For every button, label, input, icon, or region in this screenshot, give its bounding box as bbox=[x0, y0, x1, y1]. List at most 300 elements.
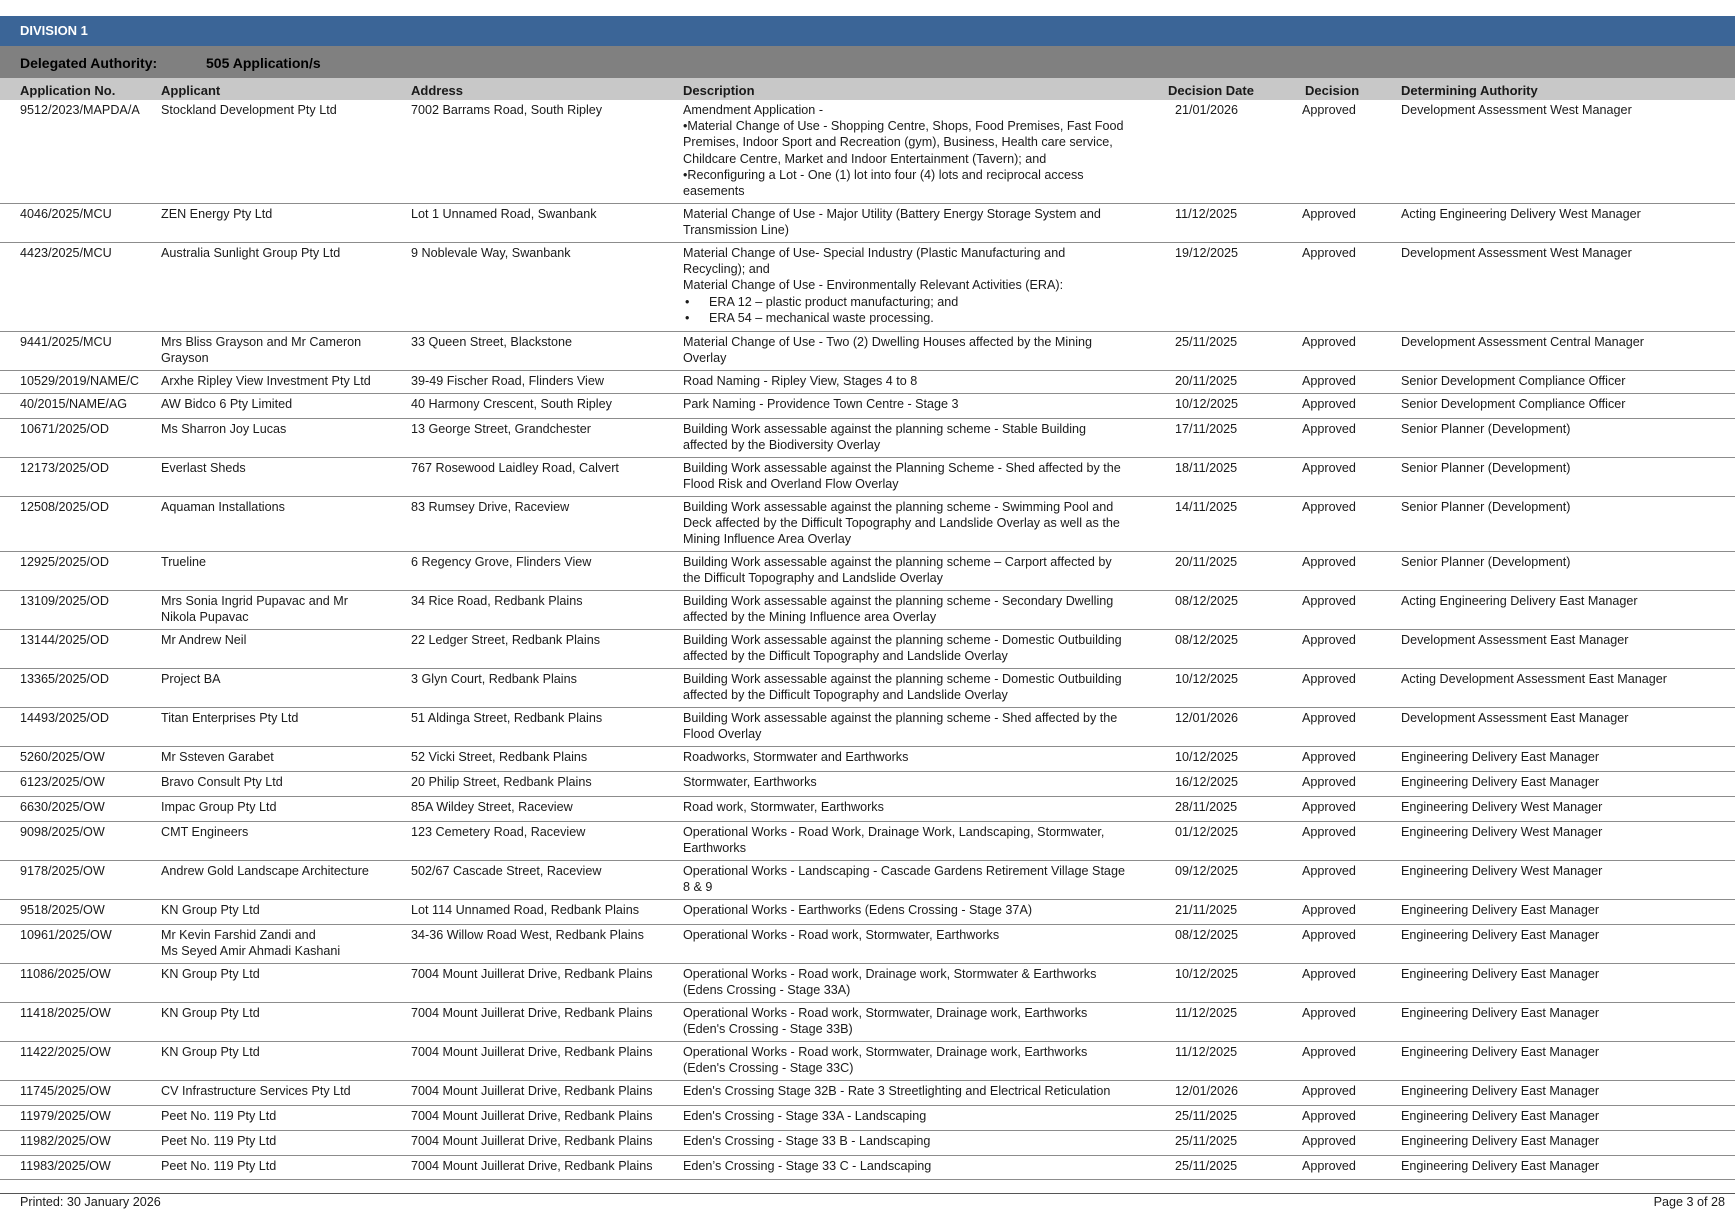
application-number: 9178/2025/OW bbox=[20, 864, 105, 878]
description-line: easements bbox=[683, 184, 745, 199]
application-number: 12508/2025/OD bbox=[20, 500, 109, 514]
decision: Approved bbox=[1302, 1084, 1356, 1098]
applicant bbox=[161, 749, 406, 765]
application-number: 11422/2025/OW bbox=[20, 1045, 111, 1059]
application-number: 9518/2025/OW bbox=[20, 903, 105, 917]
applicant bbox=[161, 774, 406, 790]
printed-date: Printed: 30 January 2026 bbox=[20, 1195, 161, 1209]
decision-date: 12/01/2026 bbox=[1175, 1084, 1239, 1098]
description-line: Flood Overlay bbox=[683, 727, 762, 742]
applicant-line: KN Group Pty Ltd bbox=[161, 967, 260, 981]
address: 39-49 Fischer Road, Flinders View bbox=[411, 374, 604, 388]
table-row bbox=[0, 822, 1735, 861]
table-row bbox=[0, 1156, 1735, 1180]
decision-date: 10/12/2025 bbox=[1175, 750, 1239, 764]
application-number: 9098/2025/OW bbox=[20, 825, 105, 839]
table-row bbox=[0, 394, 1735, 419]
table-row bbox=[0, 1003, 1735, 1042]
column-header-address: Address bbox=[411, 83, 464, 98]
applicant-line: Arxhe Ripley View Investment Pty Ltd bbox=[161, 374, 371, 388]
decision: Approved bbox=[1302, 800, 1356, 814]
delegated-authority-label: Delegated Authority: bbox=[20, 55, 158, 71]
determining-authority: Engineering Delivery East Manager bbox=[1401, 1084, 1600, 1098]
address: 7004 Mount Juillerat Drive, Redbank Plains bbox=[411, 1084, 653, 1098]
table-row bbox=[0, 772, 1735, 797]
application-number: 11086/2025/OW bbox=[20, 967, 111, 981]
application-number: 13365/2025/OD bbox=[20, 672, 109, 686]
applicant-line: CV Infrastructure Services Pty Ltd bbox=[161, 1084, 351, 1098]
description-line: Mining Influence Area Overlay bbox=[683, 532, 852, 547]
description-line: Building Work assessable against the planning scheme - Stable Building bbox=[683, 422, 1087, 436]
decision: Approved bbox=[1302, 103, 1356, 117]
description bbox=[683, 1108, 1153, 1124]
description bbox=[683, 554, 1153, 586]
description-line: affected by the Difficult Topography and Landslide Overlay bbox=[683, 688, 1008, 703]
address: 502/67 Cascade Street, Raceview bbox=[411, 864, 602, 878]
address: 7004 Mount Juillerat Drive, Redbank Plains bbox=[411, 1134, 653, 1148]
decision-date: 25/11/2025 bbox=[1175, 1134, 1238, 1148]
determining-authority: Senior Planner (Development) bbox=[1401, 555, 1571, 569]
description-line: affected by the Mining Influence area Overlay bbox=[683, 610, 937, 625]
description bbox=[683, 671, 1153, 703]
address: 34 Rice Road, Redbank Plains bbox=[411, 594, 583, 608]
determining-authority: Development Assessment West Manager bbox=[1401, 103, 1632, 117]
applicant bbox=[161, 206, 406, 222]
determining-authority: Senior Planner (Development) bbox=[1401, 461, 1571, 475]
description bbox=[683, 927, 1153, 943]
description-line: Material Change of Use - Two (2) Dwelling Houses affected by the Mining bbox=[683, 335, 1093, 349]
table-row bbox=[0, 630, 1735, 669]
address: 83 Rumsey Drive, Raceview bbox=[411, 500, 570, 514]
applicant-line: Peet No. 119 Pty Ltd bbox=[161, 1134, 277, 1148]
delegated-authority-bar bbox=[0, 46, 1735, 78]
applicant-line: Grayson bbox=[161, 351, 209, 366]
description-bullet: • ERA 12 – plastic product manufacturing; and bbox=[683, 294, 1153, 310]
applicant-line: Peet No. 119 Pty Ltd bbox=[161, 1109, 277, 1123]
applicant-line: AW Bidco 6 Pty Limited bbox=[161, 397, 293, 411]
description bbox=[683, 206, 1153, 238]
decision-date: 08/12/2025 bbox=[1175, 633, 1239, 647]
decision: Approved bbox=[1302, 1134, 1356, 1148]
applicant-line: Project BA bbox=[161, 672, 221, 686]
address: 34-36 Willow Road West, Redbank Plains bbox=[411, 928, 644, 942]
applicant-line: Impac Group Pty Ltd bbox=[161, 800, 277, 814]
description-line: Operational Works - Road work, Stormwater, Drainage work, Earthworks bbox=[683, 1006, 1088, 1020]
decision: Approved bbox=[1302, 967, 1356, 981]
applicant-line: KN Group Pty Ltd bbox=[161, 903, 260, 917]
address: 6 Regency Grove, Flinders View bbox=[411, 555, 592, 569]
description bbox=[683, 102, 1153, 199]
applicant-line: Bravo Consult Pty Ltd bbox=[161, 775, 283, 789]
column-header-decision: Decision bbox=[1305, 83, 1360, 98]
determining-authority: Senior Planner (Development) bbox=[1401, 500, 1571, 514]
applicant-line: KN Group Pty Ltd bbox=[161, 1006, 260, 1020]
decision: Approved bbox=[1302, 633, 1356, 647]
application-number: 4423/2025/MCU bbox=[20, 246, 112, 260]
address: 52 Vicki Street, Redbank Plains bbox=[411, 750, 588, 764]
applicant-line: Mr Andrew Neil bbox=[161, 633, 247, 647]
applicant-line: Mr Ssteven Garabet bbox=[161, 750, 274, 764]
applicant bbox=[161, 373, 406, 389]
applicant bbox=[161, 396, 406, 412]
description-line: (Eden's Crossing - Stage 33B) bbox=[683, 1022, 853, 1037]
applicant bbox=[161, 632, 406, 648]
decision: Approved bbox=[1302, 711, 1356, 725]
applicant-line: Mrs Bliss Grayson and Mr Cameron bbox=[161, 335, 362, 349]
table-row bbox=[0, 332, 1735, 371]
decision: Approved bbox=[1302, 928, 1356, 942]
description-line: Building Work assessable against the planning scheme - Domestic Outbuilding bbox=[683, 672, 1122, 686]
application-number: 12925/2025/OD bbox=[20, 555, 109, 569]
column-header-app-no: Application No. bbox=[20, 83, 116, 98]
determining-authority: Engineering Delivery East Manager bbox=[1401, 967, 1600, 981]
application-count: 505 Application/s bbox=[206, 55, 321, 71]
address: 85A Wildey Street, Raceview bbox=[411, 800, 573, 814]
table-row bbox=[0, 708, 1735, 747]
applicant bbox=[161, 1005, 406, 1021]
applicant bbox=[161, 334, 406, 366]
description-line: (Edens Crossing - Stage 33A) bbox=[683, 983, 851, 998]
address: Lot 114 Unnamed Road, Redbank Plains bbox=[411, 903, 640, 917]
applicant-line: Australia Sunlight Group Pty Ltd bbox=[161, 246, 341, 260]
application-number: 9512/2023/MAPDA/A bbox=[20, 103, 140, 117]
table-row bbox=[0, 861, 1735, 900]
application-number: 11982/2025/OW bbox=[20, 1134, 111, 1148]
description bbox=[683, 632, 1153, 664]
address: 123 Cemetery Road, Raceview bbox=[411, 825, 586, 839]
application-number: 11745/2025/OW bbox=[20, 1084, 111, 1098]
applicant bbox=[161, 593, 406, 625]
description-line: Building Work assessable against the planning scheme - Domestic Outbuilding bbox=[683, 633, 1122, 647]
description bbox=[683, 774, 1153, 790]
decision: Approved bbox=[1302, 864, 1356, 878]
application-number: 9441/2025/MCU bbox=[20, 335, 112, 349]
address: 40 Harmony Crescent, South Ripley bbox=[411, 397, 612, 411]
applicant bbox=[161, 421, 406, 437]
description-line: 8 & 9 bbox=[683, 880, 713, 895]
determining-authority: Senior Planner (Development) bbox=[1401, 422, 1571, 436]
applicant bbox=[161, 966, 406, 982]
column-header-applicant: Applicant bbox=[161, 83, 221, 98]
applicant-line: Aquaman Installations bbox=[161, 500, 285, 514]
decision: Approved bbox=[1302, 461, 1356, 475]
decision: Approved bbox=[1302, 397, 1356, 411]
description-line: Deck affected by the Difficult Topography and Landslide Overlay as well as the bbox=[683, 516, 1120, 531]
application-number: 14493/2025/OD bbox=[20, 711, 109, 725]
address: 51 Aldinga Street, Redbank Plains bbox=[411, 711, 603, 725]
decision: Approved bbox=[1302, 594, 1356, 608]
determining-authority: Development Assessment Central Manager bbox=[1401, 335, 1644, 349]
description bbox=[683, 1133, 1153, 1149]
table-row bbox=[0, 243, 1735, 332]
decision-date: 11/12/2025 bbox=[1175, 207, 1238, 221]
description-line: Material Change of Use - Major Utility (Battery Energy Storage System and bbox=[683, 207, 1101, 221]
address: 7004 Mount Juillerat Drive, Redbank Plains bbox=[411, 1109, 653, 1123]
description-line: Childcare Centre, Market and Indoor Entertainment (Tavern); and bbox=[683, 151, 1047, 166]
description-line: Park Naming - Providence Town Centre - Stage 3 bbox=[683, 397, 959, 411]
column-header-authority: Determining Authority bbox=[1401, 83, 1538, 98]
table-row bbox=[0, 1106, 1735, 1131]
decision-date: 10/12/2025 bbox=[1175, 672, 1239, 686]
description-line: Eden's Crossing - Stage 33 B - Landscaping bbox=[683, 1134, 931, 1148]
address: 33 Queen Street, Blackstone bbox=[411, 335, 573, 349]
address: 13 George Street, Grandchester bbox=[411, 422, 591, 436]
table-row bbox=[0, 204, 1735, 243]
decision: Approved bbox=[1302, 825, 1356, 839]
description-line: affected by the Difficult Topography and Landslide Overlay bbox=[683, 649, 1008, 664]
address: Lot 1 Unnamed Road, Swanbank bbox=[411, 207, 597, 221]
determining-authority: Development Assessment East Manager bbox=[1401, 633, 1629, 647]
table-row bbox=[0, 458, 1735, 497]
address: 20 Philip Street, Redbank Plains bbox=[411, 775, 592, 789]
applicant-line: Mrs Sonia Ingrid Pupavac and Mr bbox=[161, 594, 348, 608]
table-row bbox=[0, 669, 1735, 708]
column-header-description: Description bbox=[683, 83, 755, 98]
decision-date: 25/11/2025 bbox=[1175, 335, 1238, 349]
applicant bbox=[161, 102, 406, 118]
determining-authority: Engineering Delivery East Manager bbox=[1401, 903, 1600, 917]
description bbox=[683, 863, 1153, 895]
table-row bbox=[0, 100, 1735, 204]
description-line: Amendment Application - bbox=[683, 103, 824, 117]
description bbox=[683, 824, 1153, 856]
decision: Approved bbox=[1302, 750, 1356, 764]
application-number: 6630/2025/OW bbox=[20, 800, 105, 814]
description-line: Eden's Crossing Stage 32B - Rate 3 Streetlighting and Electrical Reticulation bbox=[683, 1084, 1111, 1098]
description-line: Eden’s Crossing - Stage 33 C - Landscaping bbox=[683, 1159, 932, 1173]
determining-authority: Engineering Delivery West Manager bbox=[1401, 864, 1603, 878]
applicant-line: Ms Seyed Amir Ahmadi Kashani bbox=[161, 944, 341, 959]
applicant bbox=[161, 554, 406, 570]
description-line: Operational Works - Road Work, Drainage Work, Landscaping, Stormwater, bbox=[683, 825, 1105, 839]
determining-authority: Acting Engineering Delivery East Manager bbox=[1401, 594, 1638, 608]
decision: Approved bbox=[1302, 500, 1356, 514]
decision: Approved bbox=[1302, 422, 1356, 436]
applicant bbox=[161, 824, 406, 840]
applicant-line: Andrew Gold Landscape Architecture bbox=[161, 864, 369, 878]
determining-authority: Engineering Delivery East Manager bbox=[1401, 750, 1600, 764]
description-line: Stormwater, Earthworks bbox=[683, 775, 817, 789]
table-row bbox=[0, 552, 1735, 591]
decision: Approved bbox=[1302, 374, 1356, 388]
description bbox=[683, 499, 1153, 548]
address: 767 Rosewood Laidley Road, Calvert bbox=[411, 461, 619, 475]
applicant bbox=[161, 710, 406, 726]
description-line: (Eden's Crossing - Stage 33C) bbox=[683, 1061, 854, 1076]
applicant-line: Mr Kevin Farshid Zandi and bbox=[161, 928, 316, 942]
table-row bbox=[0, 1042, 1735, 1081]
decision-date: 28/11/2025 bbox=[1175, 800, 1238, 814]
determining-authority: Acting Development Assessment East Manager bbox=[1401, 672, 1667, 686]
description-line: Building Work assessable against the planning scheme - Secondary Dwelling bbox=[683, 594, 1114, 608]
description-line: Operational Works - Road work, Stormwater, Drainage work, Earthworks bbox=[683, 1045, 1088, 1059]
description-line: Transmission Line) bbox=[683, 223, 789, 238]
application-number: 6123/2025/OW bbox=[20, 775, 105, 789]
applicant bbox=[161, 460, 406, 476]
table-row bbox=[0, 591, 1735, 630]
determining-authority: Development Assessment East Manager bbox=[1401, 711, 1629, 725]
description-line: Eden's Crossing - Stage 33A - Landscaping bbox=[683, 1109, 927, 1123]
decision-date: 21/01/2026 bbox=[1175, 103, 1239, 117]
applicant bbox=[161, 863, 406, 879]
decision: Approved bbox=[1302, 207, 1356, 221]
determining-authority: Senior Development Compliance Officer bbox=[1401, 397, 1626, 411]
address: 22 Ledger Street, Redbank Plains bbox=[411, 633, 601, 647]
decision-date: 17/11/2025 bbox=[1175, 422, 1238, 436]
address: 3 Glyn Court, Redbank Plains bbox=[411, 672, 577, 686]
description bbox=[683, 1158, 1153, 1174]
decision: Approved bbox=[1302, 1109, 1356, 1123]
applicant-line: CMT Engineers bbox=[161, 825, 249, 839]
description-line: Operational Works - Landscaping - Cascade Gardens Retirement Village Stage bbox=[683, 864, 1125, 878]
applicant bbox=[161, 1133, 406, 1149]
application-number: 40/2015/NAME/AG bbox=[20, 397, 128, 411]
decision: Approved bbox=[1302, 555, 1356, 569]
decision-date: 20/11/2025 bbox=[1175, 374, 1238, 388]
column-header-row bbox=[0, 78, 1735, 100]
page-number: Page 3 of 28 bbox=[1653, 1195, 1725, 1209]
description bbox=[683, 460, 1153, 492]
description bbox=[683, 334, 1153, 366]
description-line: Overlay bbox=[683, 351, 727, 366]
division-title: DIVISION 1 bbox=[20, 23, 88, 38]
description bbox=[683, 710, 1153, 742]
description bbox=[683, 593, 1153, 625]
decision: Approved bbox=[1302, 246, 1356, 260]
table-row bbox=[0, 419, 1735, 458]
table-row bbox=[0, 1131, 1735, 1156]
description-line: Road work, Stormwater, Earthworks bbox=[683, 800, 884, 814]
description bbox=[683, 902, 1153, 918]
applicant bbox=[161, 671, 406, 687]
address: 7004 Mount Juillerat Drive, Redbank Plains bbox=[411, 1006, 653, 1020]
application-number: 11418/2025/OW bbox=[20, 1006, 111, 1020]
description bbox=[683, 396, 1153, 412]
address: 7004 Mount Juillerat Drive, Redbank Plains bbox=[411, 1159, 653, 1173]
table-row bbox=[0, 1081, 1735, 1106]
determining-authority: Engineering Delivery East Manager bbox=[1401, 1109, 1600, 1123]
description-line: Operational Works - Road work, Drainage work, Stormwater & Earthworks bbox=[683, 967, 1097, 981]
applicant bbox=[161, 245, 406, 261]
applicant bbox=[161, 1158, 406, 1174]
application-number: 5260/2025/OW bbox=[20, 750, 105, 764]
table-row bbox=[0, 900, 1735, 925]
description-line: Material Change of Use- Special Industry (Plastic Manufacturing and bbox=[683, 246, 1066, 260]
description-line: Roadworks, Stormwater and Earthworks bbox=[683, 750, 909, 764]
description bbox=[683, 1005, 1153, 1037]
determining-authority: Engineering Delivery East Manager bbox=[1401, 1045, 1600, 1059]
application-number: 10671/2025/OD bbox=[20, 422, 109, 436]
determining-authority: Engineering Delivery East Manager bbox=[1401, 928, 1600, 942]
applicant-line: Trueline bbox=[161, 555, 207, 569]
decision: Approved bbox=[1302, 1006, 1356, 1020]
description-line: Flood Risk and Overland Flow Overlay bbox=[683, 477, 899, 492]
description bbox=[683, 966, 1153, 998]
application-number: 13144/2025/OD bbox=[20, 633, 109, 647]
decision-date: 25/11/2025 bbox=[1175, 1159, 1238, 1173]
description bbox=[683, 421, 1153, 453]
application-number: 4046/2025/MCU bbox=[20, 207, 112, 221]
applicant-line: Stockland Development Pty Ltd bbox=[161, 103, 337, 117]
applicant bbox=[161, 799, 406, 815]
applicant-line: ZEN Energy Pty Ltd bbox=[161, 207, 273, 221]
determining-authority: Engineering Delivery East Manager bbox=[1401, 1134, 1600, 1148]
decision-date: 20/11/2025 bbox=[1175, 555, 1238, 569]
decision-date: 14/11/2025 bbox=[1175, 500, 1238, 514]
applicant bbox=[161, 1083, 406, 1099]
table-row bbox=[0, 497, 1735, 552]
table-row bbox=[0, 371, 1735, 394]
division-header bbox=[0, 16, 1735, 46]
table-row bbox=[0, 964, 1735, 1003]
description-line: Road Naming - Ripley View, Stages 4 to 8 bbox=[683, 374, 918, 388]
applications-table bbox=[0, 100, 1735, 1180]
application-number: 12173/2025/OD bbox=[20, 461, 109, 475]
decision-date: 01/12/2025 bbox=[1175, 825, 1239, 839]
description-line: Recycling); and bbox=[683, 262, 770, 277]
decision: Approved bbox=[1302, 672, 1356, 686]
decision-date: 10/12/2025 bbox=[1175, 967, 1239, 981]
decision-date: 18/11/2025 bbox=[1175, 461, 1238, 475]
description bbox=[683, 749, 1153, 765]
applicant bbox=[161, 1108, 406, 1124]
description bbox=[683, 799, 1153, 815]
description-line: Building Work assessable against the planning scheme – Carport affected by bbox=[683, 555, 1112, 569]
description-line: Material Change of Use - Environmentally Relevant Activities (ERA): bbox=[683, 278, 1064, 293]
decision: Approved bbox=[1302, 775, 1356, 789]
table-row bbox=[0, 925, 1735, 964]
address: 7004 Mount Juillerat Drive, Redbank Plains bbox=[411, 967, 653, 981]
description-line: affected by the Biodiversity Overlay bbox=[683, 438, 881, 453]
decision-date: 08/12/2025 bbox=[1175, 928, 1239, 942]
table-row bbox=[0, 747, 1735, 772]
decision: Approved bbox=[1302, 1045, 1356, 1059]
decision-date: 21/11/2025 bbox=[1175, 903, 1238, 917]
address: 9 Noblevale Way, Swanbank bbox=[411, 246, 571, 260]
address: 7002 Barrams Road, South Ripley bbox=[411, 103, 603, 117]
decision: Approved bbox=[1302, 903, 1356, 917]
determining-authority: Development Assessment West Manager bbox=[1401, 246, 1632, 260]
decision-date: 19/12/2025 bbox=[1175, 246, 1239, 260]
applicant-line: Ms Sharron Joy Lucas bbox=[161, 422, 287, 436]
decision-date: 25/11/2025 bbox=[1175, 1109, 1238, 1123]
description-line: Building Work assessable against the planning scheme - Swimming Pool and bbox=[683, 500, 1114, 514]
determining-authority: Acting Engineering Delivery West Manager bbox=[1401, 207, 1641, 221]
decision-date: 11/12/2025 bbox=[1175, 1006, 1238, 1020]
description-line: Building Work assessable against the Planning Scheme - Shed affected by the bbox=[683, 461, 1121, 475]
description bbox=[683, 1083, 1153, 1099]
decision-date: 16/12/2025 bbox=[1175, 775, 1239, 789]
applicant bbox=[161, 1044, 406, 1060]
description-line: •Reconfiguring a Lot - One (1) lot into four (4) lots and reciprocal access bbox=[683, 167, 1084, 182]
applicant-line: Peet No. 119 Pty Ltd bbox=[161, 1159, 277, 1173]
determining-authority: Engineering Delivery East Manager bbox=[1401, 1159, 1600, 1173]
decision: Approved bbox=[1302, 335, 1356, 349]
column-header-decision-date: Decision Date bbox=[1168, 83, 1254, 98]
description-line: Operational Works - Earthworks (Edens Crossing - Stage 37A) bbox=[683, 903, 1033, 917]
applicant-line: Nikola Pupavac bbox=[161, 610, 249, 625]
application-number: 10961/2025/OW bbox=[20, 928, 112, 942]
decision-date: 08/12/2025 bbox=[1175, 594, 1239, 608]
description-bullet: • ERA 54 – mechanical waste processing. bbox=[683, 310, 1153, 326]
table-row bbox=[0, 797, 1735, 822]
description bbox=[683, 1044, 1153, 1076]
decision: Approved bbox=[1302, 1159, 1356, 1173]
applicant-line: Titan Enterprises Pty Ltd bbox=[161, 711, 299, 725]
determining-authority: Engineering Delivery West Manager bbox=[1401, 825, 1603, 839]
description bbox=[683, 245, 1153, 326]
decision-date: 12/01/2026 bbox=[1175, 711, 1239, 725]
